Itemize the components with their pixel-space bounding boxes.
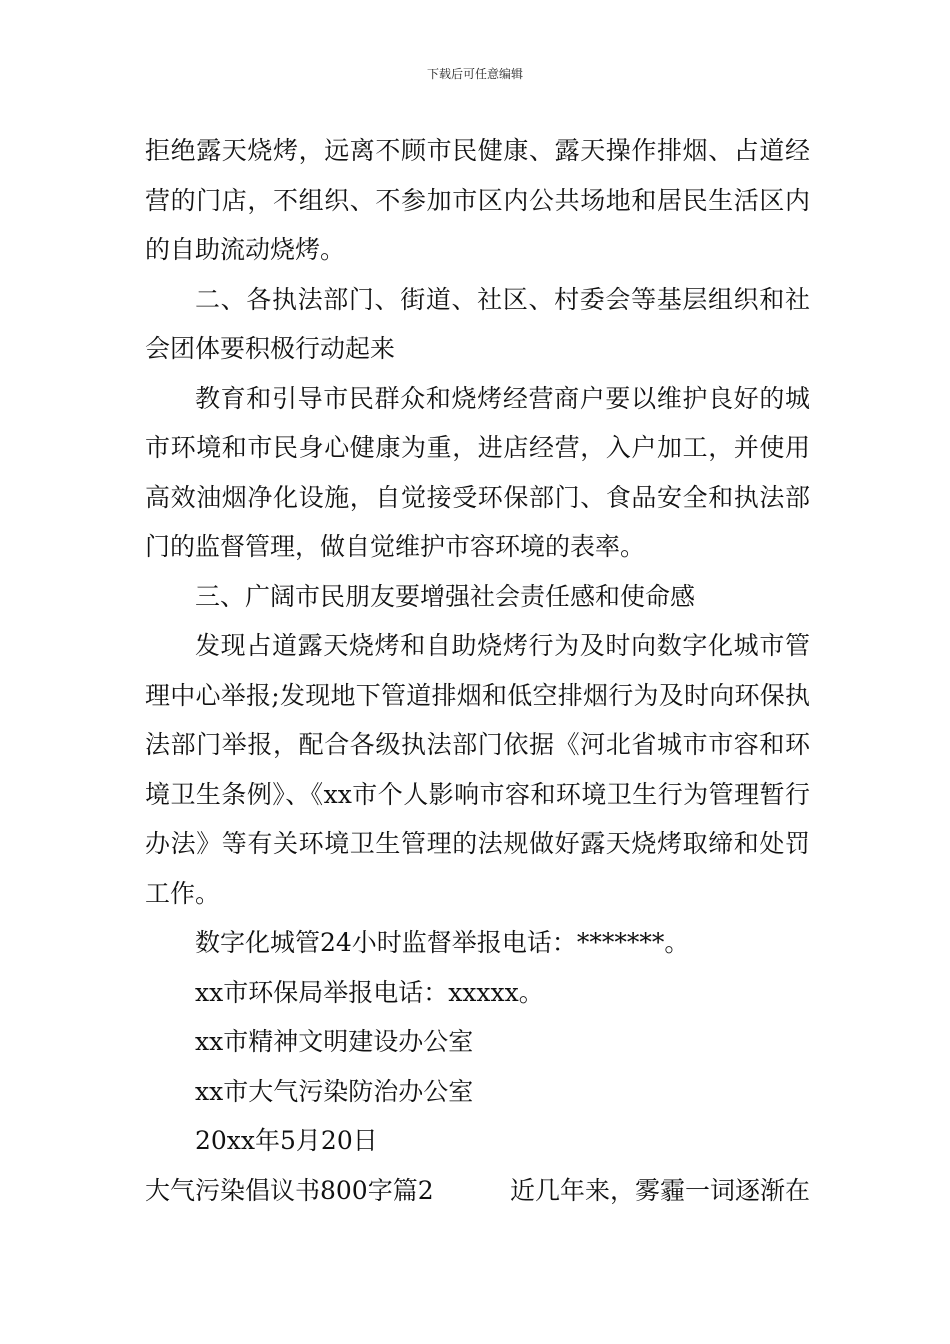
- next-article-title: 大气污染倡议书800字篇2: [145, 1175, 434, 1205]
- page-header: 下载后可任意编辑: [426, 67, 523, 81]
- section-heading-two: 二、各执法部门、街道、社区、村委会等基层组织和社会团体要积极行动起来: [145, 284, 810, 363]
- next-article-opening: 近几年来，雾霾一词逐渐在: [509, 1175, 810, 1205]
- signatory-civilization-office: xx市精神文明建设办公室: [195, 1027, 474, 1056]
- section-heading-three: 三、广阔市民朋友要增强社会责任感和使命感: [195, 581, 696, 611]
- hotline-line: 数字化城管24小时监督举报电话：*******。: [195, 928, 690, 957]
- document-body: [145, 126, 810, 1215]
- document-date: 20xx年5月20日: [195, 1126, 378, 1155]
- paragraph-education: 教育和引导市民群众和烧烤经营商户要以维护良好的城市环境和市民身心健康为重，进店经营，入户加工，并使用高效油烟净化设施，自觉接受环保部门、食品安全和执法部门的监督管理，做自觉维护市容环境的表率。: [145, 383, 810, 561]
- epb-hotline-line: xx市环保局举报电话：xxxxx。: [195, 977, 544, 1007]
- paragraph-intro: 拒绝露天烧烤，远离不顾市民健康、露天操作排烟、占道经营的门店，不组织、不参加市区内公共场地和居民生活区内的自助流动烧烤。: [145, 136, 810, 264]
- paragraph-reporting: 发现占道露天烧烤和自助烧烤行为及时向数字化城市管理中心举报;发现地下管道排烟和低空排烟行为及时向环保执法部门举报，配合各级执法部门依据《河北省城市市容和环境卫生条例》、《xx市个人影响市容和环境卫生行为管理暂行办法》等有关环境卫生管理的法规做好露天烧烤取缔和处罚工作。: [145, 631, 810, 908]
- signatory-air-pollution-office: xx市大气污染防治办公室: [195, 1076, 474, 1106]
- next-article-line: [145, 1166, 810, 1216]
